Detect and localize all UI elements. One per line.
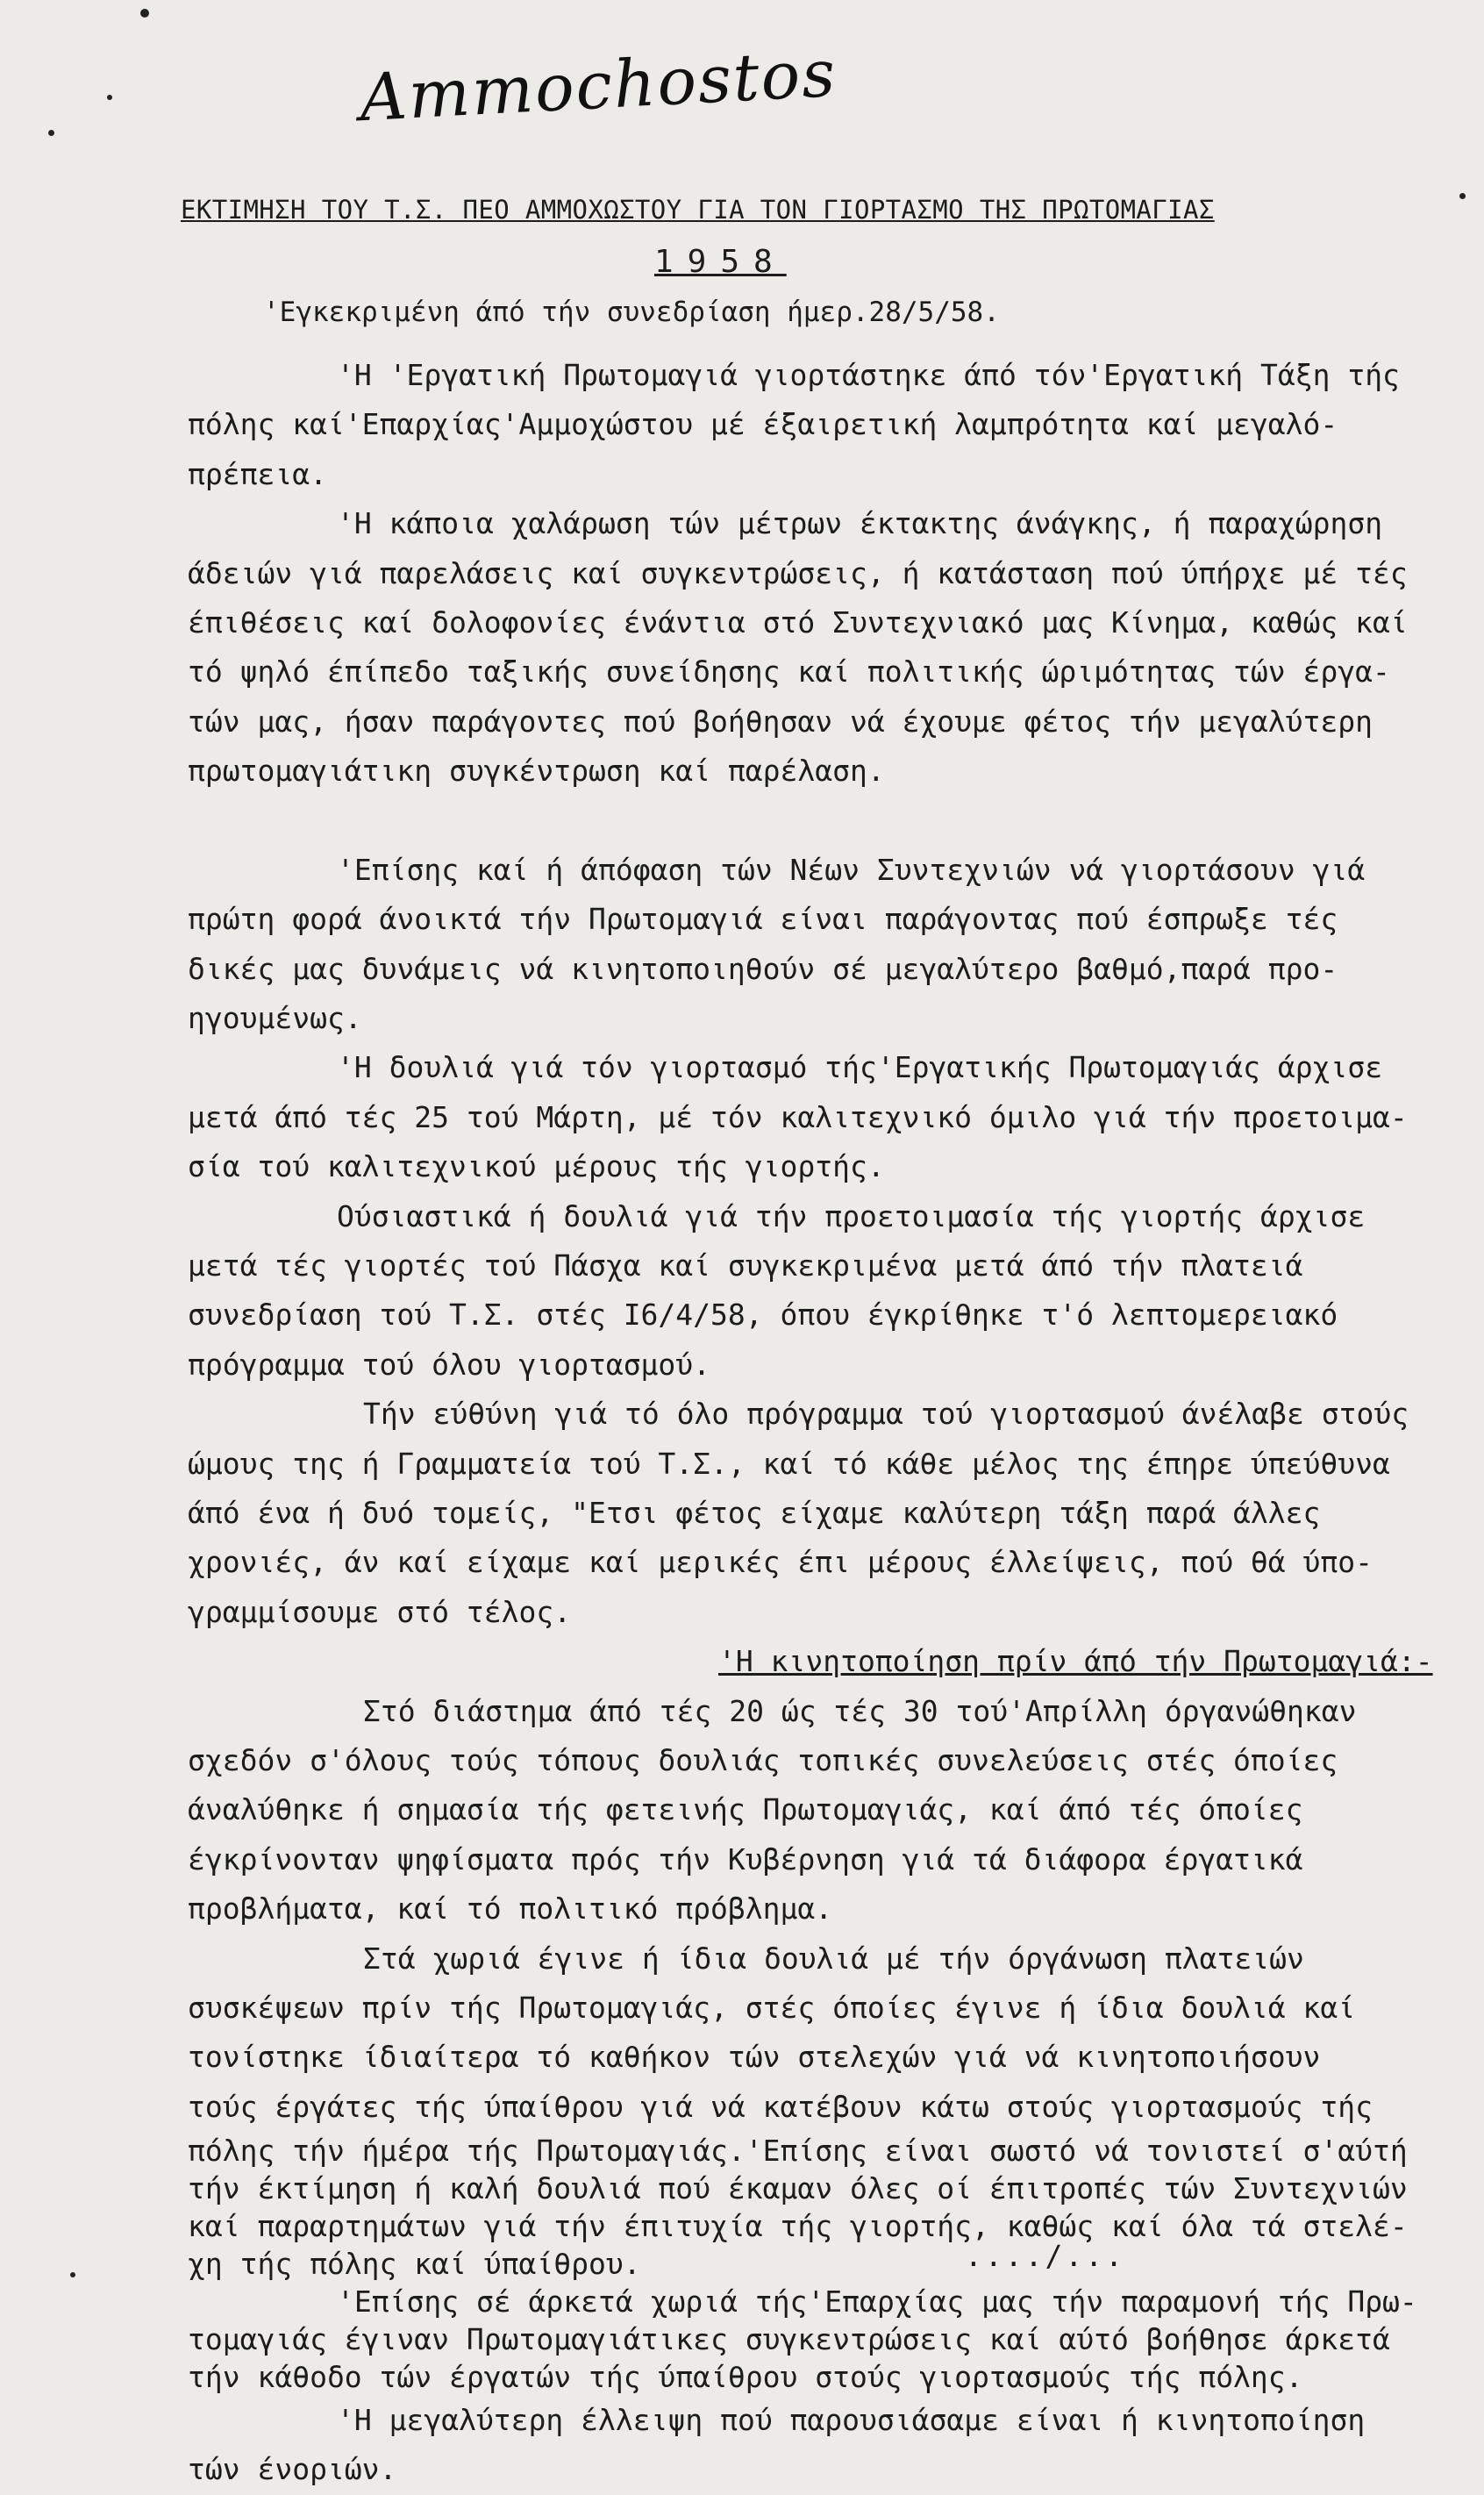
text-line: πόλης τήν ήμέρα τής Πρωτομαγιάς.'Επίσης είναι σωστό νά τονιστεί σ'αύτή <box>188 2134 1408 2169</box>
text-line: προβλήματα, καί τό πολιτικό πρόβλημα. <box>188 1891 833 1927</box>
text-line: άδειών γιά παρελάσεις καί συγκεντρώσεις, ή κατάσταση πού ύπήρχε μέ τές <box>188 555 1408 590</box>
text-line: σία τού καλιτεχνικού μέρους τής γιορτής. <box>188 1149 885 1184</box>
text-line: ώμους της ή Γραμματεία τού Τ.Σ., καί τό κάθε μέλος της έπηρε ύπεύθυνα <box>188 1446 1390 1481</box>
text-line: γραμμίσουμε στό τέλος. <box>188 1594 572 1629</box>
text-line: Τήν εύθύνη γιά τό όλο πρόγραμμα τού γιορτασμού άνέλαβε στούς <box>363 1397 1409 1432</box>
text-line: πρώτη φορά άνοικτά τήν Πρωτομαγιά είναι παράγοντας πού έσπρωξε τές <box>188 902 1338 937</box>
text-line: 'Η δουλιά γιά τόν γιορτασμό τής'Εργατικής Πρωτομαγιάς άρχισε <box>337 1050 1383 1085</box>
text-line: τήν έκτίμηση ή καλή δουλιά πού έκαμαν όλες οί έπιτροπές τών Συντεχνιών <box>188 2171 1408 2206</box>
text-line: συνεδρίαση τού Τ.Σ. στές Ι6/4/58, όπου έγκρίθηκε τ'ό λεπτομερειακό <box>188 1298 1338 1333</box>
text-line: πρέπεια. <box>188 456 327 491</box>
text-line <box>188 797 1433 846</box>
text-line: έπιθέσεις καί δολοφονίες ένάντια στό Συντεχνιακό μας Κίνημα, καθώς καί <box>188 604 1408 640</box>
text-line: χρονιές, άν καί είχαμε καί μερικές έπι μέρους έλλείψεις, πού θά ύπο- <box>188 1545 1373 1580</box>
text-line: συσκέψεων πρίν τής Πρωτομαγιάς, στές όποίες έγινε ή ίδια δουλιά καί <box>188 1990 1356 2025</box>
text-line: τό ψηλό έπίπεδο ταξικής συνείδησης καί πολιτικής ώριμότητας τών έργα- <box>188 654 1390 690</box>
text-line: τονίστηκε ίδιαίτερα τό καθήκον τών στελεχών γιά νά κινητοποιήσουν <box>188 2040 1321 2075</box>
text-line: Ούσιαστικά ή δουλιά γιά τήν προετοιμασία τής γιορτής άρχισε <box>337 1198 1366 1233</box>
text-line: έγκρίνονταν ψηφίσματα πρός τήν Κυβέρνηση γιά τά διάφορα έργατικά <box>188 1841 1303 1877</box>
text-line: 'Η κάποια χαλάρωση τών μέτρων έκτακτης άνάγκης, ή παραχώρηση <box>337 506 1383 541</box>
text-line: τούς έργάτες τής ύπαίθρου γιά νά κατέβουν κάτω στούς γιορτασμούς τής <box>188 2089 1373 2124</box>
text-line: άναλύθηκε ή σημασία τής φετεινής Πρωτομαγιάς, καί άπό τές όποίες <box>188 1792 1303 1827</box>
document-year: 1958 <box>654 244 787 280</box>
text-line: άπό ένα ή δυό τομείς, "Ετσι φέτος είχαμε καλύτερη τάξη παρά άλλες <box>188 1495 1321 1530</box>
text-line: 'Η μεγαλύτερη έλλειψη πού παρουσιάσαμε είναι ή κινητοποίηση <box>337 2403 1366 2438</box>
text-line: σχεδόν σ'όλους τούς τόπους δουλιάς τοπικές συνελεύσεις στές όποίες <box>188 1742 1338 1777</box>
text-line: 'Επίσης καί ή άπόφαση τών Νέων Συντεχνιών νά γιορτάσουν γιά <box>337 852 1366 887</box>
text-line: τών ένοριών. <box>188 2452 397 2487</box>
text-line: μετά τές γιορτές τού Πάσχα καί συγκεκριμένα μετά άπό τήν πλατειά <box>188 1248 1303 1283</box>
scan-speck <box>140 9 149 18</box>
scan-speck <box>1459 193 1466 199</box>
section-heading: 'Η κινητοποίηση πρίν άπό τήν Πρωτομαγιά:- <box>718 1644 1433 1679</box>
text-line: 'Η 'Εργατική Πρωτομαγιά γιορτάστηκε άπό τόν'Εργατική Τάξη τής <box>337 358 1400 392</box>
text-line: πρωτομαγιάτικη συγκέντρωση καί παρέλαση. <box>188 754 885 789</box>
approval-line: 'Εγκεκριμένη άπό τήν συνεδρίαση ήμερ.28/5/58. <box>263 297 1000 328</box>
text-line: Στά χωριά έγινε ή ίδια δουλιά μέ τήν όργάνωση πλατειών <box>363 1941 1304 1976</box>
text-line: πρόγραμμα τού όλου γιορτασμού. <box>188 1347 711 1382</box>
text-line: πόλης καί'Επαρχίας'Αμμοχώστου μέ έξαιρετική λαμπρότητα καί μεγαλό- <box>188 407 1338 442</box>
text-line: χη τής πόλης καί ύπαίθρου. <box>188 2247 641 2282</box>
text-line: ηγουμένως. <box>188 1001 362 1036</box>
text-line: 'Επίσης σέ άρκετά χωριά τής'Επαρχίας μας τήν παραμονή τής Πρω- <box>337 2284 1417 2320</box>
handwritten-annotation: Ammochostos <box>358 35 839 137</box>
document-body <box>188 351 1433 2495</box>
text-line: δικές μας δυνάμεις νά κινητοποιηθούν σέ μεγαλύτερο βαθμό,παρά προ- <box>188 951 1338 986</box>
scan-speck <box>70 2272 75 2277</box>
text-line: τών μας, ήσαν παράγοντες πού βοήθησαν νά έχουμε φέτος τήν μεγαλύτερη <box>188 704 1373 739</box>
text-line: τομαγιάς έγιναν Πρωτομαγιάτικες συγκεντρώσεις καί αύτό βοήθησε άρκετά <box>188 2322 1390 2357</box>
text-line: Στό διάστημα άπό τές 20 ώς τές 30 τού'Απρίλλη όργανώθηκαν <box>363 1693 1357 1728</box>
continuation-mark: ..../... <box>965 2239 1125 2273</box>
text-line: μετά άπό τές 25 τού Μάρτη, μέ τόν καλιτεχνικό όμιλο γιά τήν προετοιμα- <box>188 1099 1408 1134</box>
scan-speck <box>48 130 54 136</box>
scan-speck <box>107 95 112 100</box>
document-title: ΕΚΤΙΜΗΣΗ ΤΟΥ Τ.Σ. ΠΕΟ ΑΜΜΟΧΩΣΤΟΥ ΓΙΑ ΤΟΝ ΓΙΟΡΤΑΣΜΟ ΤΗΣ ΠΡΩΤΟΜΑΓΙΑΣ <box>181 195 1215 225</box>
text-line: τήν κάθοδο τών έργατών τής ύπαίθρου στούς γιορτασμούς τής πόλης. <box>188 2360 1303 2395</box>
text-line: καί παραρτημάτων γιά τήν έπιτυχία τής γιορτής, καθώς καί όλα τά στελέ- <box>188 2209 1408 2244</box>
